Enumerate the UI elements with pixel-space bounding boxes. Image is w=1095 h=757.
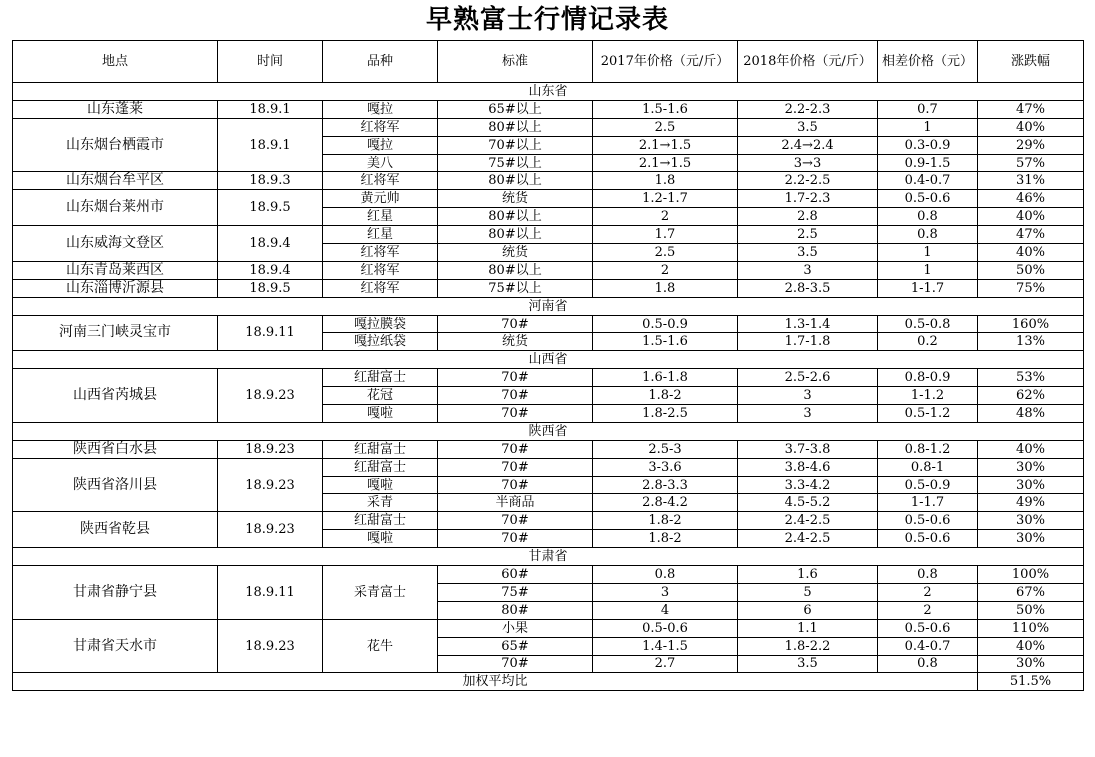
price-2018-cell: 1.7-1.8 — [738, 333, 878, 351]
standard-cell: 统货 — [438, 190, 593, 208]
table-row — [13, 279, 1084, 297]
diff-cell: 0.4-0.7 — [878, 637, 978, 655]
table-row — [13, 226, 1084, 244]
date-cell: 18.9.5 — [218, 279, 323, 297]
variety-cell: 红甜富士 — [323, 512, 438, 530]
price-2018-cell: 6 — [738, 601, 878, 619]
variety-cell: 嘎拉纸袋 — [323, 333, 438, 351]
change-cell: 49% — [978, 494, 1084, 512]
change-cell: 13% — [978, 333, 1084, 351]
price-2018-cell: 3 — [738, 387, 878, 405]
standard-cell: 70# — [438, 440, 593, 458]
change-cell: 47% — [978, 226, 1084, 244]
date-cell: 18.9.23 — [218, 458, 323, 512]
price-2018-cell: 5 — [738, 583, 878, 601]
standard-cell: 75#以上 — [438, 279, 593, 297]
change-cell: 53% — [978, 369, 1084, 387]
diff-cell: 0.5-1.2 — [878, 405, 978, 423]
price-2017-cell: 2.1→1.5 — [593, 136, 738, 154]
diff-cell: 0.2 — [878, 333, 978, 351]
standard-cell: 65# — [438, 637, 593, 655]
price-2018-cell: 2.4-2.5 — [738, 512, 878, 530]
price-2018-cell: 3.5 — [738, 655, 878, 673]
standard-cell: 半商品 — [438, 494, 593, 512]
price-2017-cell: 1.8-2 — [593, 512, 738, 530]
standard-cell: 70# — [438, 458, 593, 476]
location-cell: 陕西省白水县 — [13, 440, 218, 458]
standard-cell: 70# — [438, 387, 593, 405]
date-cell: 18.9.1 — [218, 100, 323, 118]
date-cell: 18.9.4 — [218, 226, 323, 262]
price-2018-cell: 3.3-4.2 — [738, 476, 878, 494]
price-2018-cell: 2.8 — [738, 208, 878, 226]
date-cell: 18.9.23 — [218, 369, 323, 423]
change-cell: 100% — [978, 566, 1084, 584]
change-cell: 40% — [978, 244, 1084, 262]
standard-cell: 70# — [438, 369, 593, 387]
diff-cell: 0.8 — [878, 566, 978, 584]
variety-cell: 花牛 — [323, 619, 438, 673]
diff-cell: 0.9-1.5 — [878, 154, 978, 172]
variety-cell: 红将军 — [323, 172, 438, 190]
standard-cell: 80#以上 — [438, 172, 593, 190]
price-table — [12, 40, 1084, 691]
variety-cell: 红星 — [323, 208, 438, 226]
price-2018-cell: 3.5 — [738, 118, 878, 136]
change-cell: 67% — [978, 583, 1084, 601]
location-cell: 山东蓬莱 — [13, 100, 218, 118]
header-row — [13, 41, 1084, 83]
table-row — [13, 172, 1084, 190]
price-2017-cell: 2.8-3.3 — [593, 476, 738, 494]
price-2017-cell: 1.6-1.8 — [593, 369, 738, 387]
price-2017-cell: 0.5-0.6 — [593, 619, 738, 637]
standard-cell: 70# — [438, 512, 593, 530]
price-2017-cell: 2 — [593, 208, 738, 226]
standard-cell: 70# — [438, 405, 593, 423]
col-price-diff: 相差价格（元） — [878, 41, 978, 83]
diff-cell: 1 — [878, 118, 978, 136]
change-cell: 46% — [978, 190, 1084, 208]
change-cell: 57% — [978, 154, 1084, 172]
change-cell: 30% — [978, 655, 1084, 673]
col-date: 时间 — [218, 41, 323, 83]
date-cell: 18.9.1 — [218, 118, 323, 172]
price-2017-cell: 0.8 — [593, 566, 738, 584]
diff-cell: 1-1.2 — [878, 387, 978, 405]
standard-cell: 60# — [438, 566, 593, 584]
price-2017-cell: 1.5-1.6 — [593, 333, 738, 351]
location-cell: 山东烟台栖霞市 — [13, 118, 218, 172]
price-2017-cell: 1.4-1.5 — [593, 637, 738, 655]
province-row — [13, 548, 1084, 566]
footer-row — [13, 673, 1084, 691]
standard-cell: 小果 — [438, 619, 593, 637]
date-cell: 18.9.23 — [218, 440, 323, 458]
standard-cell: 80#以上 — [438, 118, 593, 136]
date-cell: 18.9.3 — [218, 172, 323, 190]
variety-cell: 嘎拉膜袋 — [323, 315, 438, 333]
standard-cell: 70# — [438, 530, 593, 548]
standard-cell: 70# — [438, 476, 593, 494]
page-title: 早熟富士行情记录表 — [425, 5, 669, 35]
standard-cell: 80# — [438, 601, 593, 619]
price-2017-cell: 2.7 — [593, 655, 738, 673]
price-2017-cell: 1.8-2 — [593, 530, 738, 548]
price-2017-cell: 2.1→1.5 — [593, 154, 738, 172]
variety-cell: 红星 — [323, 226, 438, 244]
table-row — [13, 512, 1084, 530]
variety-cell: 红甜富士 — [323, 458, 438, 476]
price-2018-cell: 3.7-3.8 — [738, 440, 878, 458]
variety-cell: 黄元帅 — [323, 190, 438, 208]
standard-cell: 80#以上 — [438, 261, 593, 279]
price-2018-cell: 3→3 — [738, 154, 878, 172]
change-cell: 40% — [978, 440, 1084, 458]
diff-cell: 1 — [878, 244, 978, 262]
price-2018-cell: 1.3-1.4 — [738, 315, 878, 333]
location-cell: 陕西省乾县 — [13, 512, 218, 548]
variety-cell: 美八 — [323, 154, 438, 172]
variety-cell: 红将军 — [323, 279, 438, 297]
table-row — [13, 118, 1084, 136]
change-cell: 48% — [978, 405, 1084, 423]
date-cell: 18.9.23 — [218, 512, 323, 548]
variety-cell: 嘎拉 — [323, 100, 438, 118]
price-2018-cell: 1.6 — [738, 566, 878, 584]
diff-cell: 0.8 — [878, 208, 978, 226]
variety-cell: 采青富士 — [323, 566, 438, 620]
location-cell: 陕西省洛川县 — [13, 458, 218, 512]
location-cell: 山东青岛莱西区 — [13, 261, 218, 279]
standard-cell: 70# — [438, 655, 593, 673]
change-cell: 160% — [978, 315, 1084, 333]
table-row — [13, 458, 1084, 476]
price-2017-cell: 1.8 — [593, 279, 738, 297]
standard-cell: 统货 — [438, 333, 593, 351]
diff-cell: 2 — [878, 601, 978, 619]
diff-cell: 0.8-1 — [878, 458, 978, 476]
province-row — [13, 297, 1084, 315]
price-2018-cell: 2.2-2.5 — [738, 172, 878, 190]
table-row — [13, 440, 1084, 458]
date-cell: 18.9.5 — [218, 190, 323, 226]
variety-cell: 红将军 — [323, 118, 438, 136]
variety-cell: 花冠 — [323, 387, 438, 405]
price-2018-cell: 3 — [738, 261, 878, 279]
standard-cell: 75#以上 — [438, 154, 593, 172]
diff-cell: 0.5-0.6 — [878, 190, 978, 208]
table-row — [13, 619, 1084, 637]
location-cell: 山东烟台牟平区 — [13, 172, 218, 190]
change-cell: 40% — [978, 118, 1084, 136]
price-2017-cell: 2.5 — [593, 118, 738, 136]
variety-cell: 红将军 — [323, 261, 438, 279]
province-henan: 河南省 — [13, 297, 1084, 315]
province-shandong: 山东省 — [13, 83, 1084, 101]
price-2018-cell: 2.5-2.6 — [738, 369, 878, 387]
col-location: 地点 — [13, 41, 218, 83]
standard-cell: 统货 — [438, 244, 593, 262]
price-2018-cell: 3.8-4.6 — [738, 458, 878, 476]
variety-cell: 采青 — [323, 494, 438, 512]
price-2017-cell: 1.5-1.6 — [593, 100, 738, 118]
diff-cell: 0.5-0.8 — [878, 315, 978, 333]
change-cell: 62% — [978, 387, 1084, 405]
location-cell: 河南三门峡灵宝市 — [13, 315, 218, 351]
date-cell: 18.9.11 — [218, 315, 323, 351]
variety-cell: 嘎啦 — [323, 476, 438, 494]
price-2018-cell: 1.8-2.2 — [738, 637, 878, 655]
price-2017-cell: 3-3.6 — [593, 458, 738, 476]
date-cell: 18.9.4 — [218, 261, 323, 279]
change-cell: 50% — [978, 601, 1084, 619]
province-shanxi: 山西省 — [13, 351, 1084, 369]
price-2018-cell: 2.5 — [738, 226, 878, 244]
price-2017-cell: 1.7 — [593, 226, 738, 244]
price-2017-cell: 1.8 — [593, 172, 738, 190]
change-cell: 30% — [978, 530, 1084, 548]
weighted-average-label: 加权平均比 — [13, 673, 978, 691]
change-cell: 75% — [978, 279, 1084, 297]
col-variety: 品种 — [323, 41, 438, 83]
location-cell: 甘肃省天水市 — [13, 619, 218, 673]
table-row — [13, 369, 1084, 387]
province-row — [13, 83, 1084, 101]
price-2017-cell: 2 — [593, 261, 738, 279]
price-2017-cell: 2.5-3 — [593, 440, 738, 458]
location-cell: 山东威海文登区 — [13, 226, 218, 262]
price-2018-cell: 3.5 — [738, 244, 878, 262]
price-2017-cell: 1.8-2 — [593, 387, 738, 405]
standard-cell: 80#以上 — [438, 226, 593, 244]
col-price-2017: 2017年价格（元/斤） — [593, 41, 738, 83]
price-2017-cell: 2.8-4.2 — [593, 494, 738, 512]
location-cell: 甘肃省静宁县 — [13, 566, 218, 620]
col-change: 涨跌幅 — [978, 41, 1084, 83]
province-gansu: 甘肃省 — [13, 548, 1084, 566]
variety-cell: 红甜富士 — [323, 440, 438, 458]
variety-cell: 嘎拉 — [323, 136, 438, 154]
price-2017-cell: 1.8-2.5 — [593, 405, 738, 423]
change-cell: 40% — [978, 637, 1084, 655]
diff-cell: 0.8 — [878, 226, 978, 244]
diff-cell: 2 — [878, 583, 978, 601]
change-cell: 30% — [978, 476, 1084, 494]
price-2018-cell: 1.7-2.3 — [738, 190, 878, 208]
col-price-2018: 2018年价格（元/斤） — [738, 41, 878, 83]
standard-cell: 80#以上 — [438, 208, 593, 226]
change-cell: 40% — [978, 208, 1084, 226]
weighted-average-value: 51.5% — [978, 673, 1084, 691]
standard-cell: 70#以上 — [438, 136, 593, 154]
price-2018-cell: 1.1 — [738, 619, 878, 637]
diff-cell: 0.7 — [878, 100, 978, 118]
province-shaanxi: 陕西省 — [13, 422, 1084, 440]
standard-cell: 75# — [438, 583, 593, 601]
diff-cell: 1-1.7 — [878, 494, 978, 512]
diff-cell: 0.5-0.6 — [878, 512, 978, 530]
col-standard: 标准 — [438, 41, 593, 83]
table-row — [13, 190, 1084, 208]
price-2017-cell: 2.5 — [593, 244, 738, 262]
diff-cell: 0.8-1.2 — [878, 440, 978, 458]
diff-cell: 0.5-0.6 — [878, 619, 978, 637]
diff-cell: 1 — [878, 261, 978, 279]
table-row — [13, 566, 1084, 584]
change-cell: 47% — [978, 100, 1084, 118]
variety-cell: 嘎啦 — [323, 405, 438, 423]
price-2017-cell: 3 — [593, 583, 738, 601]
change-cell: 29% — [978, 136, 1084, 154]
price-2017-cell: 1.2-1.7 — [593, 190, 738, 208]
table-row — [13, 261, 1084, 279]
diff-cell: 1-1.7 — [878, 279, 978, 297]
variety-cell: 嘎啦 — [323, 530, 438, 548]
price-2018-cell: 3 — [738, 405, 878, 423]
table-row — [13, 100, 1084, 118]
location-cell: 山东淄博沂源县 — [13, 279, 218, 297]
date-cell: 18.9.23 — [218, 619, 323, 673]
diff-cell: 0.5-0.9 — [878, 476, 978, 494]
table-row — [13, 315, 1084, 333]
price-2018-cell: 4.5-5.2 — [738, 494, 878, 512]
variety-cell: 红将军 — [323, 244, 438, 262]
location-cell: 山西省芮城县 — [13, 369, 218, 423]
price-2018-cell: 2.8-3.5 — [738, 279, 878, 297]
province-row — [13, 351, 1084, 369]
variety-cell: 红甜富士 — [323, 369, 438, 387]
date-cell: 18.9.11 — [218, 566, 323, 620]
diff-cell: 0.8-0.9 — [878, 369, 978, 387]
location-cell: 山东烟台莱州市 — [13, 190, 218, 226]
change-cell: 110% — [978, 619, 1084, 637]
price-2018-cell: 2.4→2.4 — [738, 136, 878, 154]
price-2018-cell: 2.2-2.3 — [738, 100, 878, 118]
price-2017-cell: 0.5-0.9 — [593, 315, 738, 333]
standard-cell: 65#以上 — [438, 100, 593, 118]
diff-cell: 0.5-0.6 — [878, 530, 978, 548]
province-row — [13, 422, 1084, 440]
change-cell: 30% — [978, 512, 1084, 530]
standard-cell: 70# — [438, 315, 593, 333]
diff-cell: 0.8 — [878, 655, 978, 673]
change-cell: 31% — [978, 172, 1084, 190]
price-2017-cell: 4 — [593, 601, 738, 619]
price-2018-cell: 2.4-2.5 — [738, 530, 878, 548]
diff-cell: 0.3-0.9 — [878, 136, 978, 154]
diff-cell: 0.4-0.7 — [878, 172, 978, 190]
change-cell: 30% — [978, 458, 1084, 476]
change-cell: 50% — [978, 261, 1084, 279]
